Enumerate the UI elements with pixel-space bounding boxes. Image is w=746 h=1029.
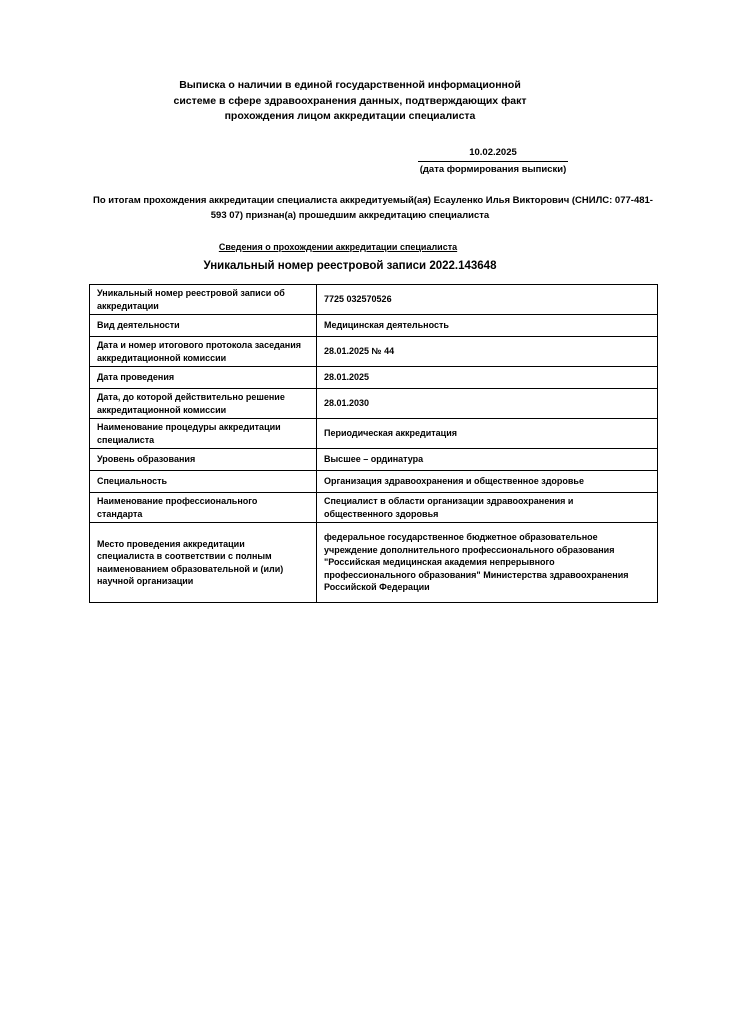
table-row	[90, 523, 658, 603]
cell-line: Периодическая аккредитация	[324, 428, 458, 439]
cell-line: специалиста в соответствии с полным	[97, 551, 272, 562]
cell-line: специалиста	[97, 434, 155, 445]
registry-number-header: Уникальный номер реестровой записи 2022.143648	[203, 260, 497, 273]
cell-line: общественного здоровья	[324, 508, 439, 519]
cell-line: аккредитации	[97, 300, 159, 311]
accreditation-result-line: По итогам прохождения аккредитации специалиста аккредитуемый(ая) Есауленко Илья Викторович (СНИЛС: 077-481-	[93, 195, 653, 207]
row-label	[90, 493, 317, 523]
extract-date: 10.02.2025	[418, 147, 568, 162]
accreditation-table-body	[90, 285, 658, 603]
row-value	[317, 337, 658, 367]
cell-line: Наименование процедуры аккредитации	[97, 422, 281, 433]
extract-date-block	[418, 147, 568, 175]
accreditation-result-line: 593 07) признан(а) прошедшим аккредитацию специалиста	[210, 210, 490, 222]
cell-line: Уровень образования	[97, 454, 196, 465]
cell-line: Медицинская деятельность	[324, 320, 449, 331]
cell-line: 7725 032570526	[324, 294, 392, 305]
table-row	[90, 449, 658, 471]
document-title-line: системе в сфере здравоохранения данных, подтверждающих факт	[173, 94, 527, 107]
section-header: Сведения о прохождении аккредитации специалиста	[218, 242, 458, 253]
cell-line: Уникальный номер реестровой записи об	[97, 288, 285, 299]
document-title-line: прохождения лицом аккредитации специалиста	[224, 110, 476, 123]
row-label	[90, 367, 317, 389]
cell-line: стандарта	[97, 508, 143, 519]
accreditation-result-paragraph	[0, 193, 746, 223]
row-value	[317, 471, 658, 493]
table-row	[90, 315, 658, 337]
row-value	[317, 367, 658, 389]
cell-line: Организация здравоохранения и общественное здоровье	[324, 476, 584, 487]
cell-line: аккредитационной комиссии	[97, 404, 227, 415]
row-value	[317, 449, 658, 471]
cell-line: федеральное государственное бюджетное образовательное	[324, 532, 598, 543]
row-label	[90, 523, 317, 603]
cell-line: 28.01.2030	[324, 398, 370, 409]
row-value	[317, 493, 658, 523]
cell-line: Высшее – ординатура	[324, 454, 424, 465]
cell-line: "Российская медицинская академия непрерывного	[324, 557, 555, 568]
row-value	[317, 419, 658, 449]
row-label	[90, 389, 317, 419]
table-row	[90, 471, 658, 493]
cell-line: Вид деятельности	[97, 320, 180, 331]
row-label	[90, 419, 317, 449]
table-row	[90, 493, 658, 523]
cell-line: наименованием образовательной и (или)	[97, 563, 284, 574]
cell-line: Российской Федерации	[324, 582, 430, 593]
row-value	[317, 285, 658, 315]
cell-line: 28.01.2025 № 44	[324, 346, 395, 357]
accreditation-details-table	[89, 284, 658, 603]
document-title	[0, 78, 700, 125]
row-label	[90, 285, 317, 315]
row-value	[317, 523, 658, 603]
row-label	[90, 471, 317, 493]
cell-line: Место проведения аккредитации	[97, 538, 245, 549]
table-row	[90, 419, 658, 449]
table-row	[90, 285, 658, 315]
row-label	[90, 337, 317, 367]
cell-line: 28.01.2025	[324, 372, 370, 383]
document-title-line: Выписка о наличии в единой государственной информационной	[179, 79, 521, 91]
cell-line: аккредитационной комиссии	[97, 352, 227, 363]
cell-line: Дата, до которой действительно решение	[97, 392, 285, 403]
cell-line: научной организации	[97, 576, 194, 587]
cell-line: профессионального образования" Министерства здравоохранения	[324, 569, 629, 580]
cell-line: Специальность	[97, 476, 168, 487]
cell-line: Специалист в области организации здравоохранения и	[324, 496, 574, 507]
extract-date-caption: (дата формирования выписки)	[419, 164, 567, 176]
cell-line: Дата и номер итогового протокола заседания	[97, 340, 302, 351]
table-row	[90, 367, 658, 389]
cell-line: Дата проведения	[97, 372, 175, 383]
table-row	[90, 389, 658, 419]
row-label	[90, 449, 317, 471]
table-row	[90, 337, 658, 367]
cell-line: Наименование профессионального	[97, 496, 258, 507]
row-value	[317, 315, 658, 337]
row-value	[317, 389, 658, 419]
row-label	[90, 315, 317, 337]
cell-line: учреждение дополнительного профессионального образования	[324, 544, 615, 555]
